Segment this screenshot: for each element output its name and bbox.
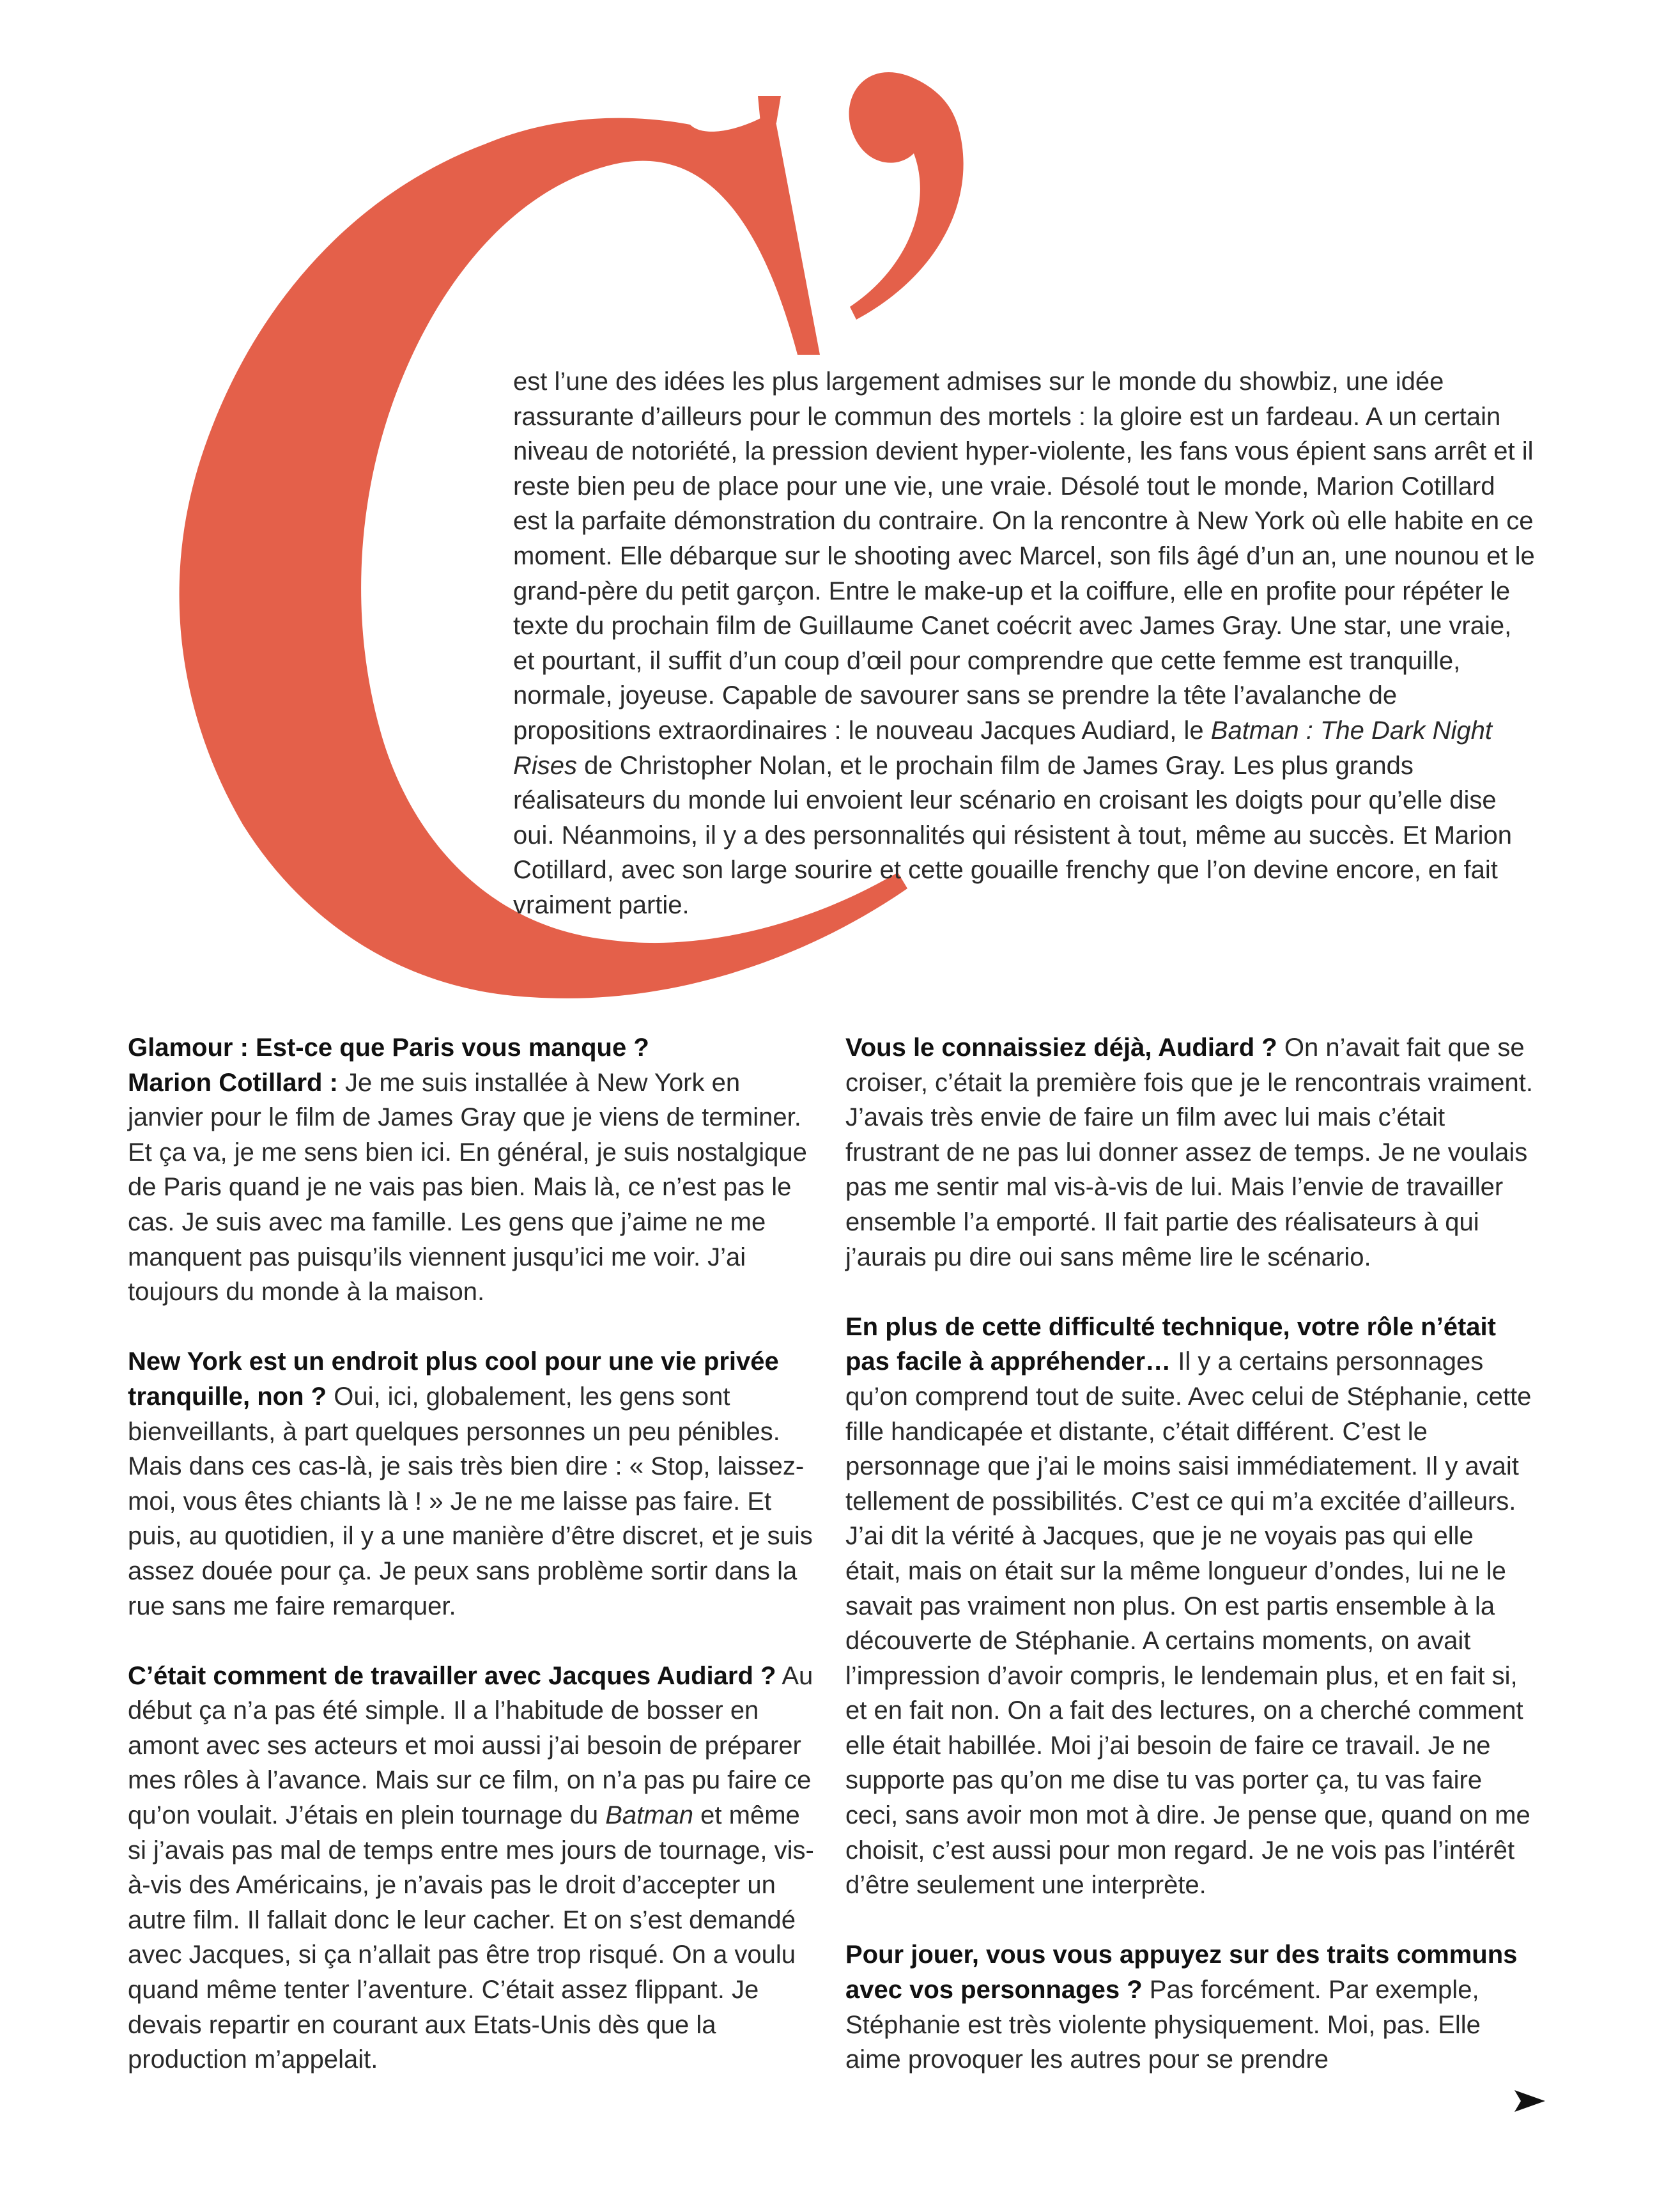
qa-character-traits — [845, 1937, 1536, 2077]
qa-new-york — [128, 1344, 818, 1624]
qa-role-difficulty — [845, 1310, 1536, 1903]
question-audiard-work: C’était comment de travailler avec Jacques Audiard ? — [128, 1661, 776, 1690]
answer-new-york: Oui, ici, globalement, les gens sont bienveillants, à part quelques personnes un peu pénibles. Mais dans ces cas-là, je sais très bien dire : « Stop, laissez-moi, vous êtes chiants là ! » Je ne me laisse pas faire. Et puis, au quotidien, il y a une manière d’être discret, et je suis assez douée pour ça. Je peux sans problème sortir dans la rue sans me faire remarquer. — [128, 1382, 813, 1620]
speaker-label: Marion Cotillard : — [128, 1068, 338, 1097]
answer-audiard-work-a: Au début ça n’a pas été simple. Il a l’habitude de bosser en amont avec ses acteurs et moi aussi j’ai besoin de préparer mes rôles à l’avance. Mais sur ce film, on n’a pas pu faire ce qu’on voulait. J’étais en plein tournage du — [128, 1661, 813, 1830]
answer-character-traits: Pas forcément. Par exemple, Stéphanie est très violente physiquement. Moi, pas. Elle aime provoquer les autres pour se prendre — [845, 1976, 1481, 2074]
answer-audiard-work-title: Batman — [605, 1801, 694, 1830]
arrow-right-icon — [1514, 2090, 1545, 2112]
answer-role-difficulty: Il y a certains personnages qu’on comprend tout de suite. Avec celui de Stéphanie, cette fille handicapée et distante, c’était différent. C’est le personnage que j’ai le moins saisi immédiatement. Il y avait tellement de possibilités. C’est ce qui m’a excitée d’ailleurs. J’ai dit la vérité à Jacques, que je ne voyais pas qui elle était, mais on était sur la même longueur d’ondes, lui ne le savait pas vraiment non plus. On est partis ensemble à la découverte de Stéphanie. A certains moments, on avait l’impression d’avoir compris, le lendemain plus, et en fait si, et en fait non. On a fait des lectures, on a cherché comment elle était habillée. Moi j’ai besoin de faire ce travail. Je ne supporte pas qu’on me dise tu vas porter ça, tu vas faire ceci, sans avoir mon mot à dire. Je pense que, quand on me choisit, c’est aussi pour mon regard. Je ne vois pas l’intérêt d’être seulement une interprète. — [845, 1347, 1532, 1900]
right-column — [845, 1030, 1536, 2077]
question-new-york: New York est un endroit plus cool pour une vie privée tranquille, non ? — [128, 1347, 779, 1411]
answer-know-audiard: On n’avait fait que se croiser, c’était la première fois que je le rencontrais vraiment. J’avais très envie de faire un film avec lui mais c’était frustrant de ne pas lui donner assez de temps. Je ne voulais pas me sentir mal vis-à-vis de lui. Mais l’envie de travailler ensemble l’a emporté. Il fait partie des réalisateurs à qui j’aurais pu dire oui sans même lire le scénario. — [845, 1034, 1534, 1271]
qa-know-audiard — [845, 1030, 1536, 1275]
left-column — [128, 1030, 818, 2077]
question-character-traits: Pour jouer, vous vous appuyez sur des traits communs avec vos personnages ? — [845, 1941, 1518, 2004]
dropcap-apostrophe — [849, 72, 964, 320]
qa-paris — [128, 1030, 818, 1310]
intro-paragraph — [513, 364, 1536, 923]
intro-text-part2: de Christopher Nolan, et le prochain film de James Gray. Les plus grands réalisateurs du monde lui envoient leur scénario en croisant les doigts pour qu’elle dise oui. Néanmoins, il y a des personnalités qui résistent à tout, même au succès. Et Marion Cotillard, avec son large sourire et cette gouaille frenchy que l’on devine encore, en fait vraiment partie. — [513, 751, 1512, 919]
question-paris: Glamour : Est-ce que Paris vous manque ? — [128, 1034, 649, 1062]
qa-audiard-work — [128, 1659, 818, 2077]
answer-audiard-work-b: et même si j’avais pas mal de temps entre mes jours de tournage, vis-à-vis des Américains, je n’avais pas le droit d’accepter un autre film. Il fallait donc le leur cacher. Et on s’est demandé avec Jacques, si ça n’allait pas être trop risqué. On a voulu quand même tenter l’aventure. C’était assez flippant. Je devais repartir en courant aux Etats-Unis dès que la production m’appelait. — [128, 1801, 814, 2074]
intro-text-part1: est l’une des idées les plus largement admises sur le monde du showbiz, une idée rassurante d’ailleurs pour le commun des mortels : la gloire est un fardeau. A un certain niveau de notoriété, la pression devient hyper-violente, les fans vous épient sans arrêt et il reste bien peu de place pour une vie, une vraie. Désolé tout le monde, Marion Cotillard est la parfaite démonstration du contraire. On la rencontre à New York où elle habite en ce moment. Elle débarque sur le shooting avec Marcel, son fils âgé d’un an, une nounou et le grand-père du petit garçon. Entre le make-up et la coiffure, elle en profite pour répéter le texte du prochain film de Guillaume Canet coécrit avec James Gray. Une star, une vraie, et pourtant, il suffit d’un coup d’œil pour comprendre que cette femme est tranquille, normale, joyeuse. Capable de savourer sans se prendre la tête l’avalanche de propositions extraordinaires : le nouveau Jacques Audiard, le — [513, 368, 1535, 745]
intro-film-title: Batman : The Dark Night Rises — [513, 716, 1492, 780]
answer-paris: Je me suis installée à New York en janvier pour le film de James Gray que je viens de terminer. Et ça va, je me sens bien ici. En général, je suis nostalgique de Paris quand je ne vais pas bien. Mais là, ce n’est pas le cas. Je suis avec ma famille. Les gens que j’aime ne me manquent pas puisqu’ils viennent jusqu’ici me voir. J’ai toujours du monde à la maison. — [128, 1068, 807, 1306]
question-know-audiard: Vous le connaissiez déjà, Audiard ? — [845, 1034, 1277, 1062]
question-role-difficulty: En plus de cette difficulté technique, votre rôle n’était pas facile à appréhender… — [845, 1312, 1496, 1376]
